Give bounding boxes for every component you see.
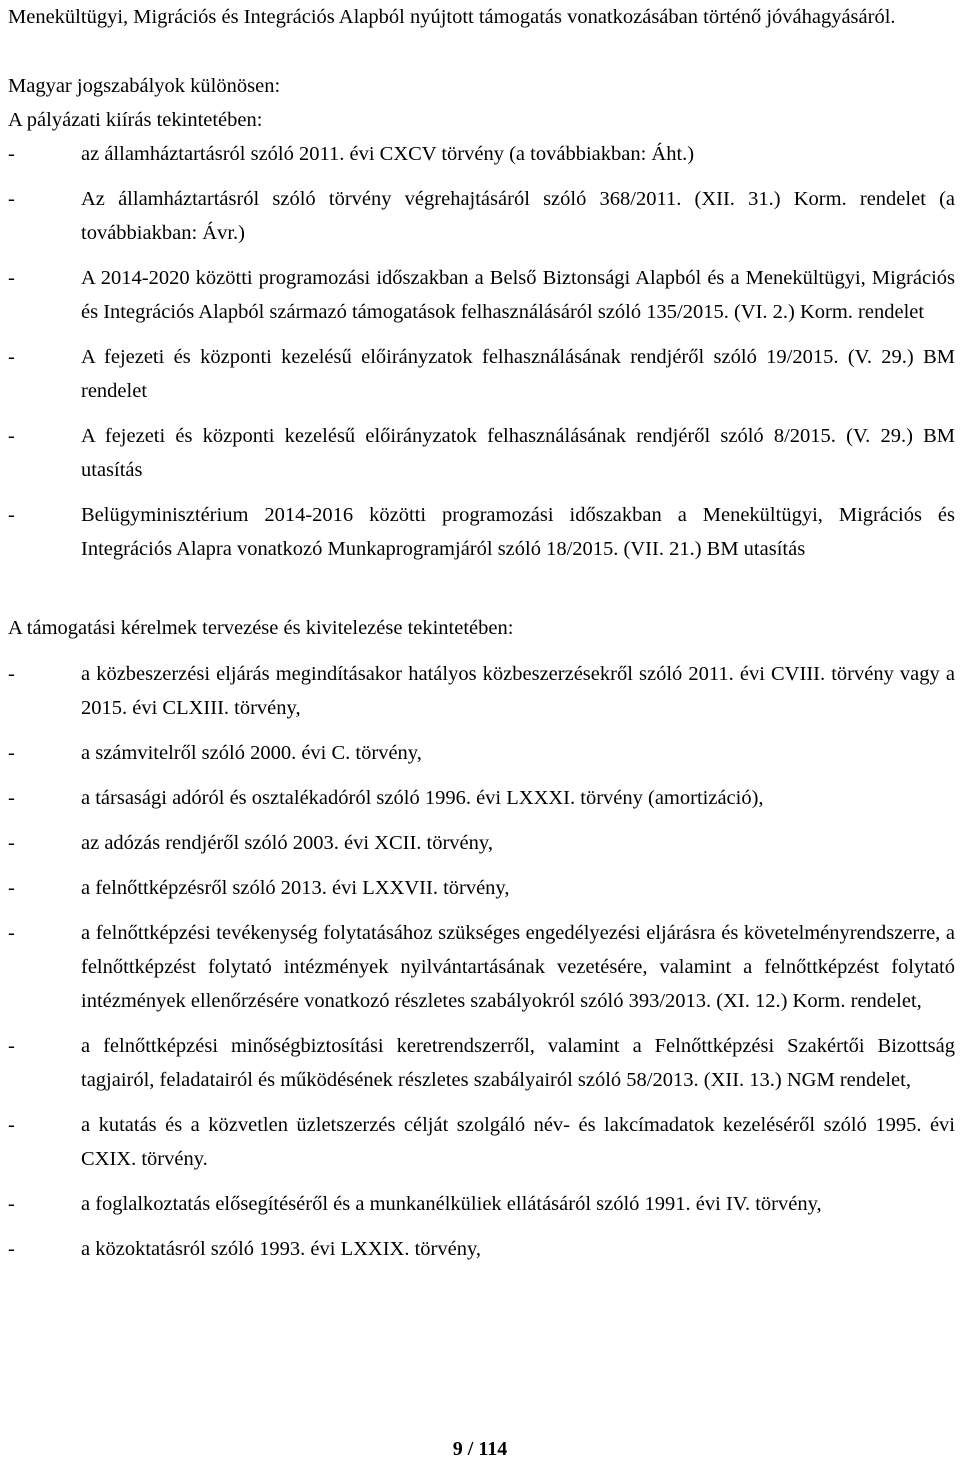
section2-list xyxy=(8,657,955,1266)
list-item: - Az államháztartásról szóló törvény végrehajtásáról szóló 368/2011. (XII. 31.) Korm. rendelet (a továbbiakban: Ávr.) xyxy=(8,182,955,250)
list-item: - a közbeszerzési eljárás megindításakor hatályos közbeszerzésekről szóló 2011. évi CVIII. törvény vagy a 2015. évi CLXIII. törvény, xyxy=(8,657,955,725)
list-item: - az adózás rendjéről szóló 2003. évi XCII. törvény, xyxy=(8,826,955,860)
list-item: - a felnőttképzési minőségbiztosítási keretrendszerről, valamint a Felnőttképzési Szakértői Bizottság tagjairól, feladatairól és működésének részletes szabályairól szóló 58/2013. (XII. 13.) NGM rendelet, xyxy=(8,1029,955,1097)
list-item: - a társasági adóról és osztalékadóról szóló 1996. évi LXXXI. törvény (amortizáció), xyxy=(8,781,955,815)
list-item: - a kutatás és a közvetlen üzletszerzés célját szolgáló név- és lakcímadatok kezeléséről szóló 1995. évi CXIX. törvény. xyxy=(8,1108,955,1176)
list-item: - a foglalkoztatás elősegítéséről és a munkanélküliek ellátásáról szóló 1991. évi IV. törvény, xyxy=(8,1187,955,1221)
list-item: - Belügyminisztérium 2014-2016 közötti programozási időszakban a Menekültügyi, Migrációs és Integrációs Alapra vonatkozó Munkaprogramjáról szóló 18/2015. (VII. 21.) BM utasítás xyxy=(8,498,955,566)
list-item: - A fejezeti és központi kezelésű előirányzatok felhasználásának rendjéről szóló 19/2015. (V. 29.) BM rendelet xyxy=(8,340,955,408)
section2-heading: A támogatási kérelmek tervezése és kivitelezése tekintetében: xyxy=(8,617,514,639)
list-item: - A fejezeti és központi kezelésű előirányzatok felhasználásának rendjéről szóló 8/2015. (V. 29.) BM utasítás xyxy=(8,419,955,487)
list-item: - A 2014-2020 közötti programozási időszakban a Belső Biztonsági Alapból és a Menekültügyi, Migrációs és Integrációs Alapból származó támogatások felhasználásáról szóló 135/2015. (VI. 2.) Korm. rendelet xyxy=(8,261,955,329)
document-page xyxy=(8,0,955,1266)
section1-list xyxy=(8,137,955,566)
list-item: - a felnőttképzésről szóló 2013. évi LXXVII. törvény, xyxy=(8,871,955,905)
section1-subheading: A pályázati kiírás tekintetében: xyxy=(8,109,263,131)
list-item: - a közoktatásról szóló 1993. évi LXXIX. törvény, xyxy=(8,1232,955,1266)
list-item: - a számvitelről szóló 2000. évi C. törvény, xyxy=(8,736,955,770)
page-number: 9 / 114 xyxy=(452,1438,508,1460)
list-item: - az államháztartásról szóló 2011. évi CXCV törvény (a továbbiakban: Áht.) xyxy=(8,137,955,171)
intro-paragraph: Menekültügyi, Migrációs és Integrációs Alapból nyújtott támogatás vonatkozásában történő jóváhagyásáról. xyxy=(8,6,896,28)
list-item: - a felnőttképzési tevékenység folytatásához szükséges engedélyezési eljárásra és követelményrendszerre, a felnőttképzést folytató intézmények nyilvántartásának vezetésére, valamint a felnőttképzést folytató intézmények ellenőrzésére vonatkozó részletes szabályokról szóló 393/2013. (XI. 12.) Korm. rendelet, xyxy=(8,916,955,1018)
section1-heading: Magyar jogszabályok különösen: xyxy=(8,75,281,97)
